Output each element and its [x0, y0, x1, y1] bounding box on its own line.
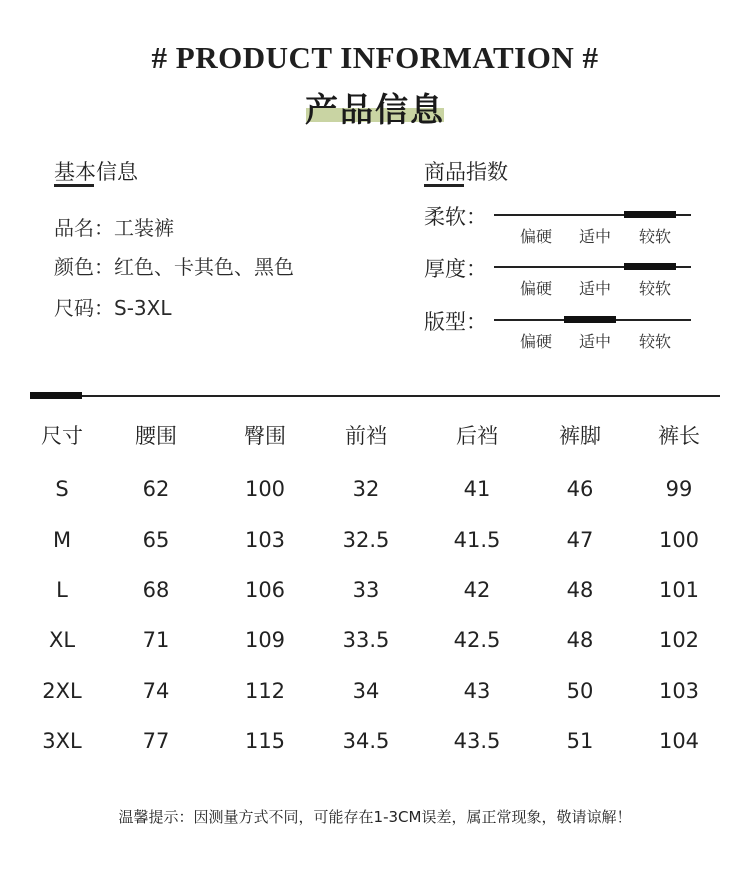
table-header-cell: 尺寸	[41, 424, 83, 448]
table-cell: 43	[463, 679, 491, 703]
index-level-marker	[564, 316, 616, 323]
table-cell: 42.5	[453, 628, 501, 652]
table-cell: 74	[142, 679, 170, 703]
index-tick-label: 适中	[578, 279, 611, 298]
index-tick-label: 偏硬	[519, 332, 552, 351]
table-cell: 71	[142, 628, 170, 652]
table-cell: 100	[658, 528, 700, 552]
table-cell: 42	[463, 578, 491, 602]
title-chinese-wrap	[0, 84, 750, 131]
table-cell: 48	[566, 628, 594, 652]
product-name-line: 品名：工装裤	[54, 216, 174, 240]
table-cell: XL	[48, 628, 76, 652]
table-cell: 2XL	[42, 679, 82, 703]
index-tick-label: 较软	[638, 332, 671, 351]
color-line: 颜色：红色、卡其色、黑色	[54, 255, 294, 279]
table-cell: 68	[142, 578, 170, 602]
measurement-note: 温馨提示：因测量方式不同，可能存在1-3CM误差，属正常现象，敬请谅解！	[118, 808, 632, 826]
table-cell: 47	[566, 528, 594, 552]
basic-info-heading: 基本信息	[54, 160, 138, 184]
index-tick-label: 较软	[638, 227, 671, 246]
table-cell: 65	[142, 528, 170, 552]
table-header-cell: 裤长	[658, 424, 700, 448]
index-tick-label: 适中	[578, 227, 611, 246]
table-cell: 112	[244, 679, 286, 703]
table-header-cell: 裤脚	[559, 424, 601, 448]
table-cell: 41	[463, 477, 491, 501]
table-cell: 3XL	[42, 729, 82, 753]
table-divider-accent	[30, 392, 82, 399]
index-row-label: 厚度：	[424, 257, 487, 281]
basic-info-underline	[54, 184, 94, 187]
table-cell: 115	[244, 729, 286, 753]
index-row-label: 版型：	[424, 310, 487, 334]
size-range-line: 尺码：S-3XL	[54, 296, 172, 320]
table-header-cell: 前裆	[345, 424, 387, 448]
index-tick-label: 较软	[638, 279, 671, 298]
table-cell: 99	[665, 477, 693, 501]
index-tick-label: 偏硬	[519, 227, 552, 246]
table-cell: L	[56, 578, 68, 602]
index-row-label: 柔软：	[424, 205, 487, 229]
table-cell: 50	[566, 679, 594, 703]
table-cell: 33.5	[342, 628, 390, 652]
index-level-marker	[624, 211, 676, 218]
table-cell: 103	[658, 679, 700, 703]
index-level-marker	[624, 263, 676, 270]
table-cell: 106	[244, 578, 286, 602]
table-cell: M	[52, 528, 72, 552]
table-header-cell: 臀围	[244, 424, 286, 448]
table-cell: 77	[142, 729, 170, 753]
table-header-cell: 腰围	[135, 424, 177, 448]
table-cell: 46	[566, 477, 594, 501]
table-cell: 102	[658, 628, 700, 652]
table-cell: 32	[352, 477, 380, 501]
title-english: # PRODUCT INFORMATION #	[151, 40, 599, 75]
table-header-cell: 后裆	[456, 424, 498, 448]
table-cell: 103	[244, 528, 286, 552]
index-tick-label: 适中	[578, 332, 611, 351]
table-cell: 62	[142, 477, 170, 501]
table-cell: 48	[566, 578, 594, 602]
table-cell: 101	[658, 578, 700, 602]
product-index-heading: 商品指数	[424, 160, 508, 184]
table-divider	[30, 395, 720, 397]
product-index-underline	[424, 184, 464, 187]
index-tick-label: 偏硬	[519, 279, 552, 298]
table-cell: 34	[352, 679, 380, 703]
table-cell: 109	[244, 628, 286, 652]
table-cell: 32.5	[342, 528, 390, 552]
table-cell: 33	[352, 578, 380, 602]
table-cell: S	[55, 477, 69, 501]
table-cell: 104	[658, 729, 700, 753]
table-cell: 43.5	[453, 729, 501, 753]
table-cell: 100	[244, 477, 286, 501]
table-cell: 51	[566, 729, 594, 753]
table-cell: 34.5	[342, 729, 390, 753]
title-chinese: 产品信息	[305, 90, 445, 129]
table-cell: 41.5	[453, 528, 501, 552]
